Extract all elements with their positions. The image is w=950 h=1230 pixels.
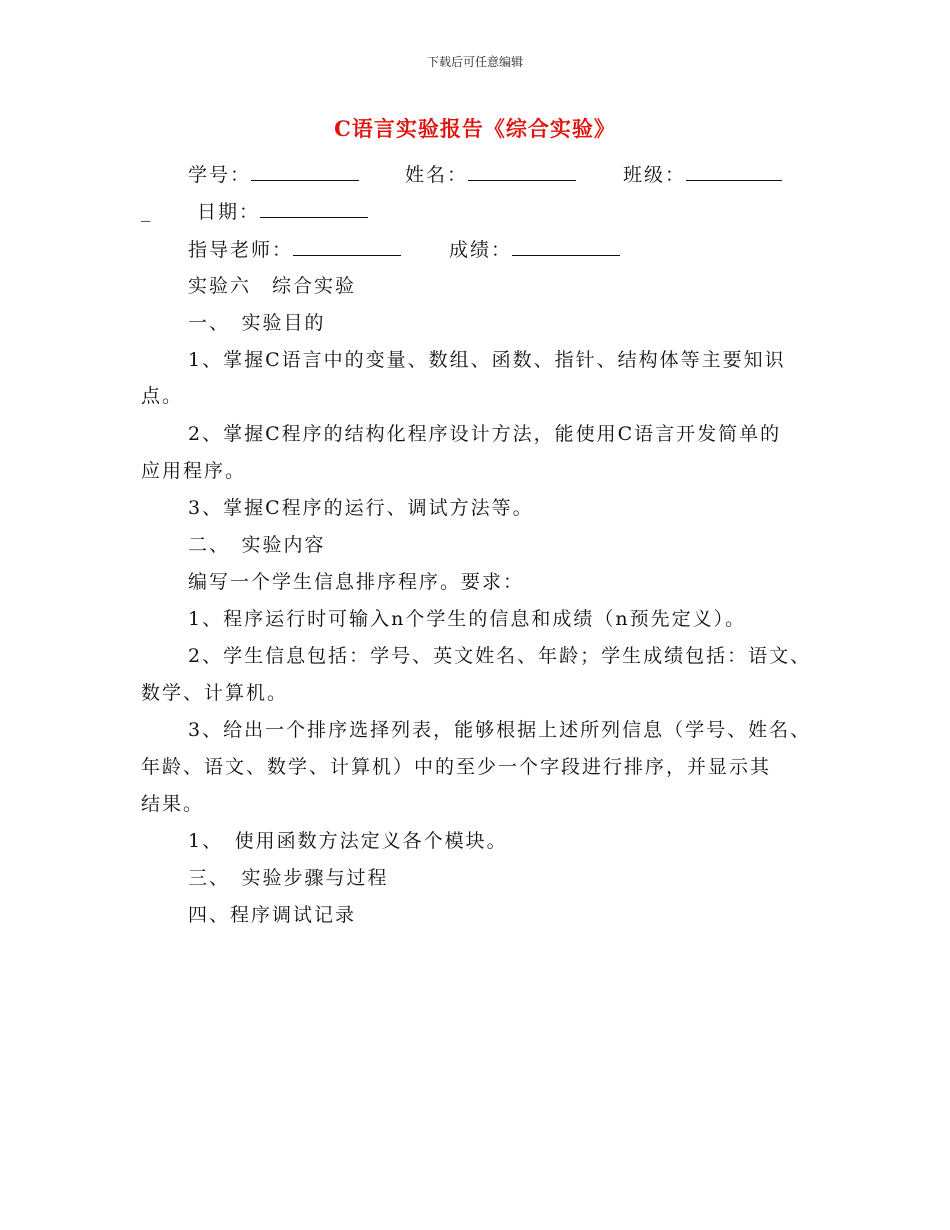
class-label: 班级： (623, 164, 687, 186)
teacher-blank (293, 237, 401, 256)
class-blank (686, 162, 782, 181)
name-blank (468, 162, 576, 181)
objective-1-line-2: 点。 (141, 385, 184, 407)
objective-2-line-2: 应用程序。 (141, 460, 247, 482)
student-id-blank (251, 162, 359, 181)
section-heading-debug-log: 四、程序调试记录 (188, 904, 357, 926)
objective-1-line-1: 1、掌握C语言中的变量、数组、函数、指针、结构体等主要知识 (188, 349, 786, 371)
date-field (197, 199, 368, 224)
page-header-note: 下载后可任意编辑 (426, 55, 523, 69)
date-blank (260, 199, 368, 218)
class-field (623, 162, 782, 187)
class-blank-wrap: _ (141, 200, 153, 222)
name-label: 姓名： (405, 164, 469, 186)
task-intro: 编写一个学生信息排序程序。要求： (188, 571, 525, 593)
requirement-2-line-1: 2、学生信息包括：学号、英文姓名、年龄；学生成绩包括：语文、 (188, 645, 812, 667)
requirement-3-line-1: 3、给出一个排序选择列表，能够根据上述所列信息（学号、姓名、 (188, 719, 812, 741)
student-id-field (188, 162, 359, 187)
date-label: 日期： (197, 201, 261, 223)
teacher-field (188, 237, 401, 262)
objective-3: 3、掌握C程序的运行、调试方法等。 (188, 497, 534, 519)
section-heading-objectives: 一、 实验目的 (188, 312, 326, 334)
name-field (405, 162, 576, 187)
teacher-label: 指导老师： (188, 239, 294, 261)
score-blank (512, 237, 620, 256)
requirement-3-line-3: 结果。 (141, 793, 205, 815)
requirement-2-line-2: 数学、计算机。 (141, 682, 289, 704)
requirement-4: 1、 使用函数方法定义各个模块。 (188, 830, 508, 852)
objective-2-line-1: 2、掌握C程序的结构化程序设计方法，能使用C语言开发简单的 (188, 423, 782, 445)
document-title: C语言实验报告《综合实验》 (334, 116, 616, 141)
requirement-1: 1、程序运行时可输入n个学生的信息和成绩（n预先定义）。 (188, 608, 747, 630)
score-label: 成绩： (449, 239, 513, 261)
requirement-3-line-2: 年龄、语文、数学、计算机）中的至少一个字段进行排序，并显示其 (141, 756, 772, 778)
experiment-title: 实验六 综合实验 (188, 275, 357, 297)
score-field (449, 237, 620, 262)
section-heading-content: 二、 实验内容 (188, 534, 326, 556)
section-heading-steps: 三、 实验步骤与过程 (188, 867, 389, 889)
student-id-label: 学号： (188, 164, 252, 186)
